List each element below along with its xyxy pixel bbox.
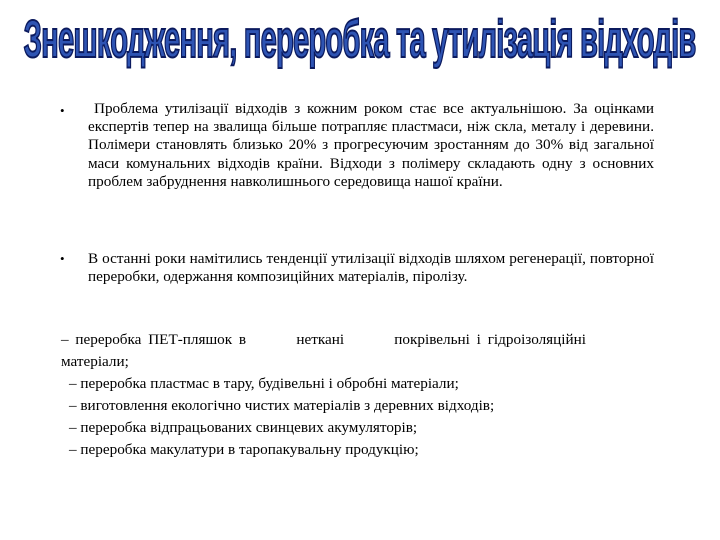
list-item: – переробка відпрацьованих свинцевих акумуляторів; <box>69 419 418 436</box>
list-item: – переробка пластмас в тару, будівельні і обробні матеріали; <box>69 375 459 392</box>
bullet-marker: • <box>60 251 65 266</box>
list-item: – переробка макулатури в таропакувальну продукцію; <box>69 441 419 458</box>
list-item-continuation: матеріали; <box>61 353 129 370</box>
paragraph-polymer-waste-problem: Проблема утилізації відходів з кожним роком стає все актуальнішою. За оцінками експертів тепер на звалища більше потрапляє пластмаси, ніж скла, металу і деревини. Полімери становлять близько 20% з прогресуючим зростанням до 30% від загальної маси комунальних відходів країни. Відходи з полімеру складають одну з основних проблем забруднення навколишнього середовища нашої країни. <box>88 100 654 190</box>
recycling-methods-list <box>61 329 661 461</box>
list-item <box>61 329 586 351</box>
bullet-marker: • <box>60 103 65 118</box>
list-item-text: покрівельні і гідроізоляційні <box>394 331 586 348</box>
list-item-text: неткані <box>296 331 345 348</box>
page-title: Знешкодження, переробка та утилізація відходів <box>24 10 696 70</box>
list-item-text: – переробка ПЕТ-пляшок в <box>61 331 247 348</box>
list-item: – виготовлення екологічно чистих матеріалів з деревних відходів; <box>69 397 495 414</box>
title-banner <box>24 8 696 72</box>
paragraph-recycling-trends: В останні роки намітились тенденції утилізації відходів шляхом регенерації, повторної переробки, одержання композиційних матеріалів, піролізу. <box>88 250 654 286</box>
